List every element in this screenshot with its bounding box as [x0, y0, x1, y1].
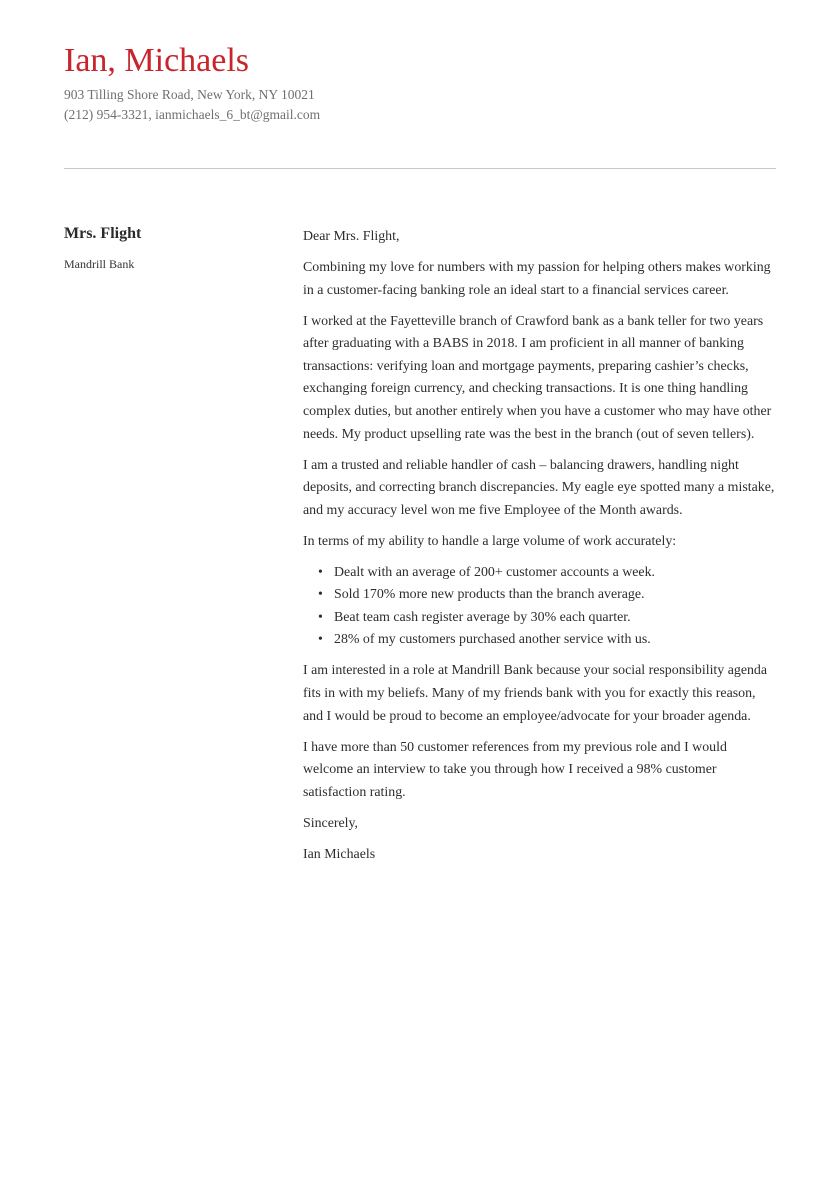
- achievements-list: [303, 562, 779, 652]
- paragraph: In terms of my ability to handle a large volume of work accurately:: [303, 533, 677, 549]
- sender-address: 903 Tilling Shore Road, New York, NY 10021: [64, 87, 315, 102]
- bullet-icon: •: [318, 587, 323, 603]
- paragraph: Combining my love for numbers with my passion for helping others makes working in a customer-facing banking role an ideal start to a financial services career.: [303, 259, 771, 298]
- sign-off: Sincerely,: [303, 815, 359, 831]
- paragraph: I worked at the Fayetteville branch of Crawford bank as a bank teller for two years after graduating with a BABS in 2018. I am proficient in all manner of banking transactions: verifying loan and mortgage payments, preparing cashier’s checks, exchanging foreign currency, and checking transactions. It is one thing handling complex duties, but another entirely when you have a customer who may have other needs. My product upselling rate was the best in the branch (out of seven tellers).: [303, 313, 772, 442]
- sender-phone-email: (212) 954-3321, ianmichaels_6_bt@gmail.com: [64, 107, 321, 122]
- recipient-block: [64, 224, 264, 272]
- list-item: [303, 607, 779, 630]
- list-item: [303, 562, 779, 585]
- bullet-icon: •: [318, 609, 323, 625]
- bullet-icon: •: [318, 564, 323, 580]
- salutation: Dear Mrs. Flight,: [303, 229, 400, 244]
- recipient-company: Mandrill Bank: [64, 257, 135, 271]
- list-item-text: Dealt with an average of 200+ customer accounts a week.: [334, 564, 656, 580]
- sender-name: Ian, Michaels: [64, 42, 250, 79]
- bullet-icon: •: [318, 632, 323, 648]
- list-item-text: Sold 170% more new products than the branch average.: [334, 587, 645, 603]
- recipient-name: Mrs. Flight: [64, 225, 142, 242]
- signature: Ian Michaels: [303, 846, 376, 862]
- list-item: [303, 629, 779, 652]
- letter-header: [64, 40, 776, 125]
- letter-body: [303, 226, 779, 875]
- paragraph: I am interested in a role at Mandrill Bank because your social responsibility agenda fits in with my beliefs. Many of my friends bank with you for exactly this reason, and I would be proud to become an employee/advocate for your broader agenda.: [303, 663, 768, 724]
- list-item: [303, 584, 779, 607]
- paragraph: I have more than 50 customer references from my previous role and I would welcome an interview to take you through how I received a 98% customer satisfaction rating.: [303, 739, 727, 800]
- header-divider: [64, 168, 776, 169]
- list-item-text: 28% of my customers purchased another service with us.: [334, 632, 651, 648]
- paragraph: I am a trusted and reliable handler of cash – balancing drawers, handling night deposits, and correcting branch discrepancies. My eagle eye spotted many a mistake, and my accuracy level won me five Employee of the Month awards.: [303, 457, 775, 518]
- list-item-text: Beat team cash register average by 30% each quarter.: [334, 609, 631, 625]
